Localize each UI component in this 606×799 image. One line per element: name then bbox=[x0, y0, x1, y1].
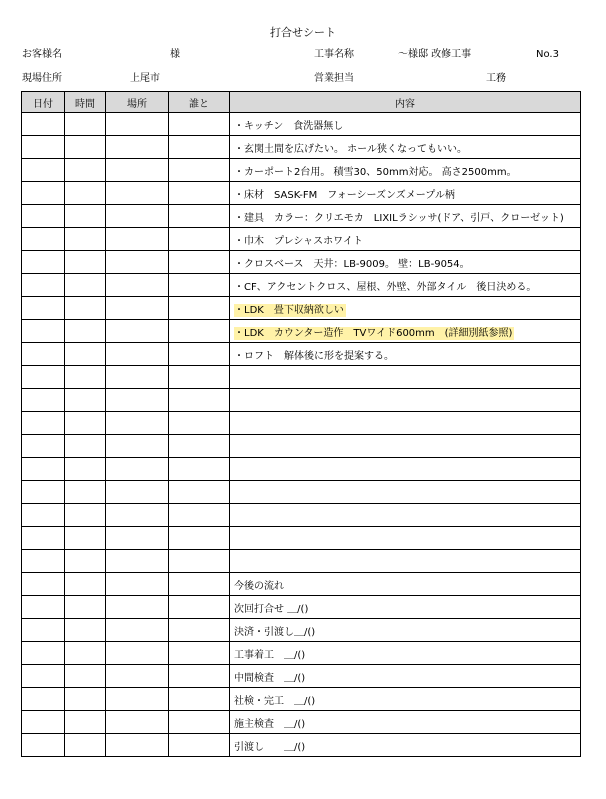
with-cell[interactable] bbox=[169, 665, 230, 688]
sheet-number: No.3 bbox=[536, 49, 559, 60]
content-cell[interactable] bbox=[230, 343, 581, 366]
content-cell[interactable] bbox=[230, 113, 581, 136]
content-cell[interactable] bbox=[230, 504, 581, 527]
content-cell[interactable] bbox=[230, 228, 581, 251]
with-cell[interactable] bbox=[169, 182, 230, 205]
with-cell[interactable] bbox=[169, 596, 230, 619]
date-cell[interactable] bbox=[22, 711, 65, 734]
place-cell[interactable] bbox=[106, 481, 169, 504]
content-cell[interactable] bbox=[230, 274, 581, 297]
date-cell[interactable] bbox=[22, 435, 65, 458]
time-cell[interactable] bbox=[65, 642, 106, 665]
date-cell[interactable] bbox=[22, 458, 65, 481]
content-text: ・建具 カラー：クリエモカ LIXILラシッサ(ドア、引戸、クローゼット) bbox=[234, 212, 564, 224]
content-text: 引渡し ＿/() bbox=[234, 741, 306, 753]
date-cell[interactable] bbox=[22, 343, 65, 366]
time-cell[interactable] bbox=[65, 182, 106, 205]
place-cell[interactable] bbox=[106, 389, 169, 412]
meeting-table bbox=[21, 91, 581, 757]
table-row bbox=[22, 711, 581, 734]
time-cell[interactable] bbox=[65, 573, 106, 596]
with-cell[interactable] bbox=[169, 412, 230, 435]
place-cell[interactable] bbox=[106, 366, 169, 389]
content-text: ・CF、アクセントクロス、屋根、外壁、外部タイル 後日決める。 bbox=[234, 281, 537, 293]
content-cell[interactable] bbox=[230, 435, 581, 458]
with-cell[interactable] bbox=[169, 550, 230, 573]
place-cell[interactable] bbox=[106, 711, 169, 734]
content-text: 中間検査 ＿/() bbox=[234, 672, 306, 684]
with-cell[interactable] bbox=[169, 136, 230, 159]
time-cell[interactable] bbox=[65, 504, 106, 527]
site-label: 現場住所 bbox=[22, 73, 62, 84]
with-cell[interactable] bbox=[169, 527, 230, 550]
content-cell[interactable] bbox=[230, 573, 581, 596]
content-cell[interactable] bbox=[230, 297, 581, 320]
date-cell[interactable] bbox=[22, 642, 65, 665]
content-text: ・キッチン 食洗器無し bbox=[234, 120, 344, 132]
table-row bbox=[22, 481, 581, 504]
content-cell[interactable] bbox=[230, 205, 581, 228]
table-row bbox=[22, 596, 581, 619]
col-header-content: 内容 bbox=[230, 92, 581, 113]
content-cell[interactable] bbox=[230, 458, 581, 481]
place-cell[interactable] bbox=[106, 665, 169, 688]
content-text: ・クロスベース 天井：LB-9009。 壁：LB-9054。 bbox=[234, 258, 470, 270]
place-cell[interactable] bbox=[106, 274, 169, 297]
time-cell[interactable] bbox=[65, 343, 106, 366]
content-text: 次回打合せ ＿/() bbox=[234, 603, 309, 615]
date-cell[interactable] bbox=[22, 251, 65, 274]
with-cell[interactable] bbox=[169, 711, 230, 734]
with-cell[interactable] bbox=[169, 113, 230, 136]
content-text: ・カーポート2台用。 積雪30、50mm対応。 高さ2500mm。 bbox=[234, 166, 517, 178]
project-label: 工事名称 bbox=[314, 49, 354, 60]
time-cell[interactable] bbox=[65, 711, 106, 734]
with-cell[interactable] bbox=[169, 366, 230, 389]
place-cell[interactable] bbox=[106, 228, 169, 251]
content-text: ・巾木 プレシャスホワイト bbox=[234, 235, 363, 247]
table-row bbox=[22, 619, 581, 642]
date-cell[interactable] bbox=[22, 527, 65, 550]
time-cell[interactable] bbox=[65, 596, 106, 619]
content-cell[interactable] bbox=[230, 136, 581, 159]
content-cell[interactable] bbox=[230, 412, 581, 435]
table-row bbox=[22, 688, 581, 711]
date-cell[interactable] bbox=[22, 550, 65, 573]
table-row bbox=[22, 251, 581, 274]
time-cell[interactable] bbox=[65, 435, 106, 458]
table-row bbox=[22, 389, 581, 412]
date-cell[interactable] bbox=[22, 320, 65, 343]
table-header-row bbox=[22, 92, 581, 113]
construction-label: 工務 bbox=[486, 73, 506, 84]
time-cell[interactable] bbox=[65, 159, 106, 182]
with-cell[interactable] bbox=[169, 389, 230, 412]
time-cell[interactable] bbox=[65, 527, 106, 550]
content-text: ・玄関土間を広げたい。 ホール狭くなってもいい。 bbox=[234, 143, 467, 155]
time-cell[interactable] bbox=[65, 228, 106, 251]
content-cell[interactable] bbox=[230, 481, 581, 504]
honorific: 様 bbox=[170, 49, 180, 60]
date-cell[interactable] bbox=[22, 136, 65, 159]
table-row bbox=[22, 228, 581, 251]
date-cell[interactable] bbox=[22, 596, 65, 619]
project-value: ～様邸 改修工事 bbox=[398, 49, 472, 60]
with-cell[interactable] bbox=[169, 573, 230, 596]
col-header-time: 時間 bbox=[65, 92, 106, 113]
date-cell[interactable] bbox=[22, 665, 65, 688]
table-row bbox=[22, 366, 581, 389]
place-cell[interactable] bbox=[106, 550, 169, 573]
sheet-title: 打合せシート bbox=[270, 26, 336, 39]
content-cell[interactable] bbox=[230, 366, 581, 389]
col-header-date: 日付 bbox=[22, 92, 65, 113]
content-text: ・ロフト 解体後に形を提案する。 bbox=[234, 350, 394, 362]
table-row bbox=[22, 182, 581, 205]
place-cell[interactable] bbox=[106, 412, 169, 435]
place-cell[interactable] bbox=[106, 113, 169, 136]
time-cell[interactable] bbox=[65, 665, 106, 688]
with-cell[interactable] bbox=[169, 688, 230, 711]
content-cell[interactable] bbox=[230, 251, 581, 274]
time-cell[interactable] bbox=[65, 205, 106, 228]
time-cell[interactable] bbox=[65, 320, 106, 343]
content-cell[interactable] bbox=[230, 619, 581, 642]
content-text: ・床材 SASK-FM フォーシーズンズメープル柄 bbox=[234, 189, 455, 201]
table-row bbox=[22, 573, 581, 596]
with-cell[interactable] bbox=[169, 481, 230, 504]
content-cell[interactable] bbox=[230, 711, 581, 734]
table-row bbox=[22, 527, 581, 550]
time-cell[interactable] bbox=[65, 113, 106, 136]
date-cell[interactable] bbox=[22, 159, 65, 182]
table-row bbox=[22, 734, 581, 757]
place-cell[interactable] bbox=[106, 136, 169, 159]
with-cell[interactable] bbox=[169, 159, 230, 182]
time-cell[interactable] bbox=[65, 366, 106, 389]
time-cell[interactable] bbox=[65, 619, 106, 642]
place-cell[interactable] bbox=[106, 734, 169, 757]
date-cell[interactable] bbox=[22, 573, 65, 596]
place-cell[interactable] bbox=[106, 642, 169, 665]
table-row bbox=[22, 550, 581, 573]
place-cell[interactable] bbox=[106, 527, 169, 550]
with-cell[interactable] bbox=[169, 297, 230, 320]
with-cell[interactable] bbox=[169, 734, 230, 757]
content-cell[interactable] bbox=[230, 527, 581, 550]
with-cell[interactable] bbox=[169, 619, 230, 642]
table-row bbox=[22, 458, 581, 481]
col-header-with: 誰と bbox=[169, 92, 230, 113]
time-cell[interactable] bbox=[65, 550, 106, 573]
place-cell[interactable] bbox=[106, 343, 169, 366]
place-cell[interactable] bbox=[106, 251, 169, 274]
with-cell[interactable] bbox=[169, 343, 230, 366]
table-row bbox=[22, 665, 581, 688]
with-cell[interactable] bbox=[169, 228, 230, 251]
time-cell[interactable] bbox=[65, 297, 106, 320]
table-row bbox=[22, 205, 581, 228]
content-cell[interactable] bbox=[230, 596, 581, 619]
table-row bbox=[22, 113, 581, 136]
date-cell[interactable] bbox=[22, 366, 65, 389]
with-cell[interactable] bbox=[169, 458, 230, 481]
with-cell[interactable] bbox=[169, 320, 230, 343]
date-cell[interactable] bbox=[22, 481, 65, 504]
time-cell[interactable] bbox=[65, 251, 106, 274]
place-cell[interactable] bbox=[106, 205, 169, 228]
site-value: 上尾市 bbox=[130, 73, 160, 84]
time-cell[interactable] bbox=[65, 274, 106, 297]
place-cell[interactable] bbox=[106, 573, 169, 596]
place-cell[interactable] bbox=[106, 159, 169, 182]
time-cell[interactable] bbox=[65, 389, 106, 412]
time-cell[interactable] bbox=[65, 734, 106, 757]
date-cell[interactable] bbox=[22, 274, 65, 297]
content-cell[interactable] bbox=[230, 159, 581, 182]
content-cell[interactable] bbox=[230, 688, 581, 711]
date-cell[interactable] bbox=[22, 182, 65, 205]
content-cell[interactable] bbox=[230, 320, 581, 343]
content-text: 決済・引渡し＿/() bbox=[234, 626, 316, 638]
content-text: 今後の流れ bbox=[234, 580, 284, 592]
sales-label: 営業担当 bbox=[314, 73, 354, 84]
time-cell[interactable] bbox=[65, 136, 106, 159]
time-cell[interactable] bbox=[65, 688, 106, 711]
place-cell[interactable] bbox=[106, 320, 169, 343]
content-cell[interactable] bbox=[230, 550, 581, 573]
date-cell[interactable] bbox=[22, 734, 65, 757]
table-row bbox=[22, 297, 581, 320]
table-row bbox=[22, 159, 581, 182]
highlighted-content-text: ・LDK 畳下収納欲しい bbox=[234, 304, 344, 316]
content-cell[interactable] bbox=[230, 665, 581, 688]
date-cell[interactable] bbox=[22, 113, 65, 136]
content-cell[interactable] bbox=[230, 734, 581, 757]
date-cell[interactable] bbox=[22, 412, 65, 435]
content-text: 施主検査 ＿/() bbox=[234, 718, 306, 730]
table-row bbox=[22, 274, 581, 297]
table-row bbox=[22, 136, 581, 159]
with-cell[interactable] bbox=[169, 642, 230, 665]
with-cell[interactable] bbox=[169, 274, 230, 297]
place-cell[interactable] bbox=[106, 596, 169, 619]
place-cell[interactable] bbox=[106, 458, 169, 481]
highlighted-content-text: ・LDK カウンター造作 TVワイド600mm (詳細別紙参照) bbox=[234, 327, 513, 339]
date-cell[interactable] bbox=[22, 205, 65, 228]
content-text: 工事着工 ＿/() bbox=[234, 649, 306, 661]
content-cell[interactable] bbox=[230, 182, 581, 205]
table-row bbox=[22, 504, 581, 527]
content-cell[interactable] bbox=[230, 389, 581, 412]
place-cell[interactable] bbox=[106, 182, 169, 205]
date-cell[interactable] bbox=[22, 389, 65, 412]
with-cell[interactable] bbox=[169, 251, 230, 274]
place-cell[interactable] bbox=[106, 688, 169, 711]
table-row bbox=[22, 320, 581, 343]
time-cell[interactable] bbox=[65, 481, 106, 504]
place-cell[interactable] bbox=[106, 619, 169, 642]
date-cell[interactable] bbox=[22, 297, 65, 320]
date-cell[interactable] bbox=[22, 504, 65, 527]
with-cell[interactable] bbox=[169, 435, 230, 458]
content-text: 社検・完工 ＿/() bbox=[234, 695, 316, 707]
time-cell[interactable] bbox=[65, 412, 106, 435]
place-cell[interactable] bbox=[106, 435, 169, 458]
place-cell[interactable] bbox=[106, 297, 169, 320]
content-cell[interactable] bbox=[230, 642, 581, 665]
col-header-place: 場所 bbox=[106, 92, 169, 113]
table-row bbox=[22, 435, 581, 458]
customer-label: お客様名 bbox=[22, 49, 62, 60]
date-cell[interactable] bbox=[22, 228, 65, 251]
table-row bbox=[22, 343, 581, 366]
table-row bbox=[22, 412, 581, 435]
with-cell[interactable] bbox=[169, 205, 230, 228]
table-row bbox=[22, 642, 581, 665]
place-cell[interactable] bbox=[106, 504, 169, 527]
date-cell[interactable] bbox=[22, 619, 65, 642]
with-cell[interactable] bbox=[169, 504, 230, 527]
date-cell[interactable] bbox=[22, 688, 65, 711]
time-cell[interactable] bbox=[65, 458, 106, 481]
